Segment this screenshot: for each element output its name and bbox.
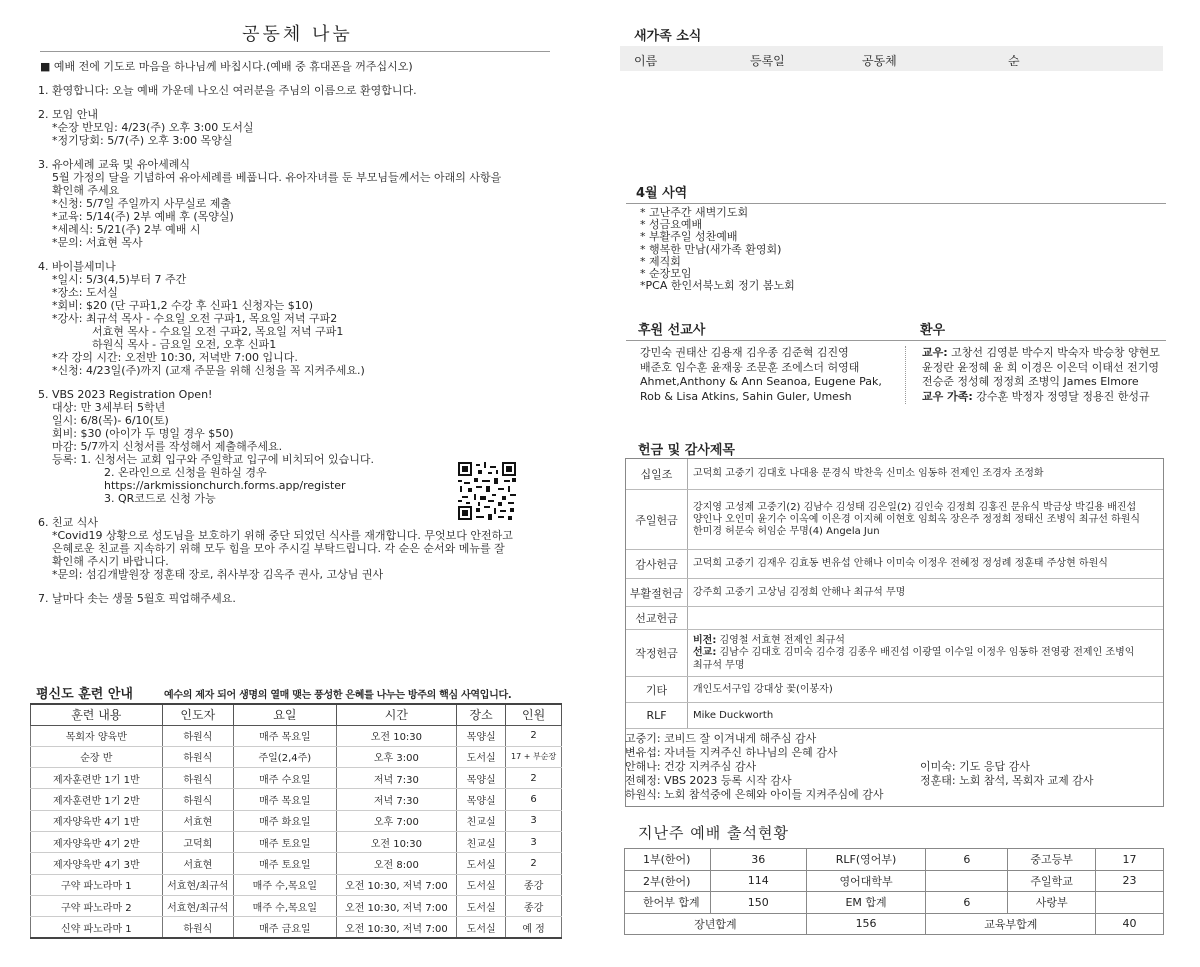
training-cell: 주일(2,4주)	[234, 746, 337, 767]
thanksgiving-notes	[625, 732, 1155, 802]
offering-row	[626, 630, 1163, 677]
announcement-line: *신청: 4/23일(주)까지 (교재 주문을 위해 신청을 꼭 지켜주세요.)	[52, 364, 365, 377]
announcement-line: 5. VBS 2023 Registration Open!	[38, 388, 213, 401]
offering-row	[626, 550, 1163, 579]
pledge-names: 김남수 김대호 김미숙 김수경 김종우 배진섭 이광열 이수일 이정우 임동하 전영광 전제인 조병익	[716, 647, 1135, 659]
announcement-line: 은혜로운 친교를 지속하기 위해 모두 힘을 모아 주시길 부탁드립니다. 각 순은 순서와 메뉴를 잘	[52, 542, 505, 555]
training-cell: 2	[506, 768, 562, 789]
offering-names	[693, 558, 1159, 570]
training-subtitle: 예수의 제자 되어 생명의 열매 맺는 풍성한 은혜를 나누는 방주의 핵심 사역입니다.	[164, 690, 512, 701]
patient-label: 교우:	[922, 346, 948, 359]
offering-label: 감사헌금	[626, 550, 688, 578]
training-cell: 오후 7:00	[336, 810, 456, 831]
april-item: * 부활주일 성찬예배	[640, 230, 738, 244]
training-cell: 저녁 7:30	[336, 768, 456, 789]
column-divider	[905, 346, 906, 404]
attendance-cell: 23	[1096, 870, 1164, 892]
patient-names: 윤정란 윤정혜 윤 희 이경은 이은덕 이태선 전기영	[922, 360, 1159, 374]
new-family-header	[620, 46, 1163, 71]
missionaries-divider	[626, 340, 1166, 341]
training-cell: 친교실	[457, 810, 506, 831]
offering-line: 고덕희 고중기 김대호 나대용 문경식 박찬욱 신미소 임동하 전제인 조경자 조정화	[693, 468, 1044, 480]
training-cell: 매주 화요일	[234, 810, 337, 831]
training-cell: 순장 반	[31, 746, 163, 767]
training-row	[31, 746, 562, 767]
title-divider	[40, 51, 550, 52]
qr-code-icon[interactable]	[458, 462, 516, 520]
announcement-line: 3. 유아세례 교육 및 유아세례식	[38, 158, 190, 171]
note-left: 변유섭: 자녀들 지켜주신 하나님의 은혜 감사	[625, 746, 838, 759]
offering-line: 강지영 고성제 고중기(2) 김남수 김성태 김은일(2) 김인숙 김정희 김홍진 문유식 박금상 박길용 배진섭	[693, 501, 1137, 513]
attendance-title: 지난주 예배 출석현황	[638, 824, 789, 842]
training-cell: 저녁 7:30	[336, 789, 456, 810]
training-cell: 제자양육반 4기 1반	[31, 810, 163, 831]
training-cell: 오전 10:30, 저녁 7:00	[336, 874, 456, 895]
offering-names	[693, 635, 1159, 672]
offering-label: 주일헌금	[626, 490, 688, 549]
announcement-line: *각 강의 시간: 오전반 10:30, 저녁반 7:00 입니다.	[52, 351, 298, 364]
training-column-header: 요일	[234, 704, 337, 725]
attendance-total-cell: 40	[1096, 913, 1164, 935]
training-row	[31, 831, 562, 852]
april-item: * 성금요예배	[640, 218, 703, 232]
header-name: 이름	[634, 54, 658, 68]
attendance-total-row	[625, 913, 1164, 935]
offering-title: 헌금 및 감사제목	[638, 443, 735, 458]
training-cell: 오전 10:30, 저녁 7:00	[336, 895, 456, 916]
attendance-cell: 중고등부	[1008, 849, 1096, 871]
thanksgiving-note	[625, 774, 1155, 788]
offering-line: Mike Duckworth	[693, 709, 774, 721]
attendance-cell: RLF(영어부)	[806, 849, 926, 871]
training-cell: 서효현/최규석	[162, 874, 233, 895]
training-cell: 오후 3:00	[336, 746, 456, 767]
offering-label: 십일조	[626, 459, 688, 489]
announcement-section	[38, 516, 565, 581]
april-item: *PCA 한인서북노회 정기 봄노회	[640, 279, 795, 293]
missionaries-list	[640, 346, 910, 404]
training-cell: 매주 금요일	[234, 917, 337, 938]
attendance-row	[625, 870, 1164, 892]
offering-line: 개인도서구입 강대상 꽃(이봉자)	[693, 683, 833, 695]
offering-label: RLF	[626, 703, 688, 728]
missionary-line: Ahmet,Anthony & Ann Seanoa, Eugene Pak,	[640, 375, 882, 388]
training-cell: 하원식	[162, 746, 233, 767]
training-cell: 하원식	[162, 917, 233, 938]
attendance-cell: 114	[710, 870, 806, 892]
offering-line	[693, 647, 1159, 659]
training-cell: 종강	[506, 874, 562, 895]
training-cell: 제자훈련반 1기 2반	[31, 789, 163, 810]
april-ministry-title: 4월 사역	[636, 186, 688, 201]
attendance-cell: 1부(한어)	[625, 849, 711, 871]
offering-row	[626, 607, 1163, 630]
note-left: 고중기: 코비드 잘 이겨내게 해주심 감사	[625, 732, 817, 745]
announcement-line: 하원식 목사 - 금요일 오전, 오후 신파1	[92, 338, 277, 351]
announcement-line: *일시: 5/3(4,5)부터 7 주간	[52, 273, 187, 286]
training-cell: 제자양육반 4기 3반	[31, 853, 163, 874]
offering-row	[626, 579, 1163, 607]
thanksgiving-note	[625, 788, 1155, 802]
training-row	[31, 917, 562, 938]
training-cell: 구약 파노라마 1	[31, 874, 163, 895]
training-cell: 목회자 양육반	[31, 725, 163, 746]
missionary-line: 강민숙 권태산 김용재 김우종 김준혁 김진영	[640, 346, 849, 359]
announcements	[38, 84, 565, 605]
announcement-line: *문의: 서효현 목사	[52, 236, 143, 249]
offering-line: 강주희 고중기 고상님 김정희 안해나 최규석 무명	[693, 586, 906, 598]
training-column-header: 훈련 내용	[31, 704, 163, 725]
left-page	[30, 0, 565, 967]
offering-names	[693, 502, 1159, 539]
training-cell: 매주 수,목요일	[234, 895, 337, 916]
patients-list	[922, 346, 1177, 404]
note-left: 안해나: 건강 지켜주심 감사	[625, 760, 757, 773]
training-column-header: 인도자	[162, 704, 233, 725]
training-cell: 구약 파노라마 2	[31, 895, 163, 916]
announcement-line: 2. 모임 안내	[38, 108, 98, 121]
offering-line: 최규석 무명	[693, 659, 745, 671]
training-cell: 고덕희	[162, 831, 233, 852]
announcement-line: 3. QR코드로 신청 가능	[104, 492, 216, 505]
training-row	[31, 810, 562, 831]
training-cell: 도서실	[457, 746, 506, 767]
training-cell: 오전 8:00	[336, 853, 456, 874]
training-row	[31, 853, 562, 874]
training-cell: 예 정	[506, 917, 562, 938]
training-cell: 도서실	[457, 874, 506, 895]
patient-line	[922, 390, 1177, 405]
announcement-line: 서효현 목사 - 수요일 오전 구파2, 목요일 저녁 구파1	[92, 325, 344, 338]
announcement-section	[38, 108, 565, 147]
note-left: 하원식: 노회 참석중에 은혜와 아이들 지켜주심에 감사	[625, 788, 884, 801]
announcement-section	[38, 592, 565, 605]
training-cell: 오전 10:30	[336, 831, 456, 852]
pledge-type: 선교:	[693, 647, 717, 659]
training-cell: 도서실	[457, 853, 506, 874]
offering-label: 선교헌금	[626, 607, 688, 629]
training-cell: 매주 목요일	[234, 789, 337, 810]
announcement-line: *정기당회: 5/7(주) 오후 3:00 목양실	[52, 134, 233, 147]
header-registered: 등록일	[750, 54, 785, 68]
announcement-line: *Covid19 상황으로 성도님을 보호하기 위해 중단 되었던 식사를 재개합니다. 무엇보다 안전하고	[52, 529, 513, 542]
announcement-line: *장소: 도서실	[52, 286, 118, 299]
attendance-total-cell: 156	[806, 913, 926, 935]
attendance-cell: 6	[926, 849, 1008, 871]
announcement-line: 4. 바이블세미나	[38, 260, 116, 273]
training-cell: 매주 토요일	[234, 831, 337, 852]
announcement-line: 확인해 주세요	[52, 184, 120, 197]
training-column-header: 인원	[506, 704, 562, 725]
attendance-cell: 150	[710, 892, 806, 914]
offering-names	[693, 468, 1159, 480]
announcement-line: 회비: $30 (아이가 두 명일 경우 $50)	[52, 427, 234, 440]
training-cell: 친교실	[457, 831, 506, 852]
announcement-section	[38, 84, 565, 97]
offering-line: 한미경 허문숙 허임순 무명(4) Angela Jun	[693, 526, 880, 538]
training-row	[31, 895, 562, 916]
announcement-line: *회비: $20 (단 구파1,2 수강 후 신파1 신청자는 $10)	[52, 299, 314, 312]
training-cell: 도서실	[457, 917, 506, 938]
offering-names	[693, 587, 1159, 599]
missionary-line: 배준호 임수훈 윤재웅 조문훈 조에스더 허영태	[640, 360, 860, 374]
training-cell: 하원식	[162, 725, 233, 746]
training-cell: 목양실	[457, 768, 506, 789]
april-item: * 순장모임	[640, 267, 692, 281]
attendance-row	[625, 849, 1164, 871]
training-cell: 종강	[506, 895, 562, 916]
patient-label: 교우 가족:	[922, 389, 973, 403]
training-column-header: 장소	[457, 704, 506, 725]
attendance-cell: 36	[710, 849, 806, 871]
attendance-cell	[926, 870, 1008, 892]
announcement-line: 마감: 5/7까지 신청서를 작성해서 제출해주세요.	[52, 440, 283, 453]
training-cell: 2	[506, 853, 562, 874]
attendance-cell: 2부(한어)	[625, 870, 711, 892]
right-page	[620, 0, 1175, 967]
offering-label: 부활절헌금	[626, 579, 688, 606]
training-cell: 서효현/최규석	[162, 895, 233, 916]
offering-row	[626, 459, 1163, 490]
training-cell: 목양실	[457, 789, 506, 810]
announcement-line: *세례식: 5/21(주) 2부 예배 시	[52, 223, 201, 236]
training-cell: 도서실	[457, 895, 506, 916]
training-cell: 신약 파노라마 1	[31, 917, 163, 938]
attendance-cell: 사랑부	[1008, 892, 1096, 914]
offering-names	[693, 710, 1159, 722]
training-cell: 17 + 부순장	[506, 746, 562, 767]
attendance-cell: 영어대학부	[806, 870, 926, 892]
announcement-line: *교육: 5/14(주) 2부 예배 후 (목양실)	[52, 210, 234, 223]
patient-line	[922, 361, 1177, 376]
announcement-line: 확인해 주시기 바랍니다.	[52, 555, 169, 568]
training-title: 평신도 훈련 안내	[36, 687, 133, 702]
patient-names: 강수훈 박정자 정영달 정용진 한성규	[972, 389, 1150, 403]
offering-line	[693, 635, 1159, 647]
attendance-table	[624, 848, 1164, 935]
header-group: 순	[1008, 54, 1020, 68]
attendance-cell	[1096, 892, 1164, 914]
training-row	[31, 768, 562, 789]
offering-row	[626, 677, 1163, 703]
announcement-line: 7. 날마다 솟는 생물 5월호 픽업해주세요.	[38, 592, 236, 605]
training-cell: 서효현	[162, 853, 233, 874]
announcement-line: 2. 온라인으로 신청을 원하실 경우	[104, 466, 267, 479]
patient-line	[922, 375, 1177, 390]
training-cell: 오전 10:30	[336, 725, 456, 746]
attendance-cell: 17	[1096, 849, 1164, 871]
training-row	[31, 874, 562, 895]
registration-link[interactable]: https://arkmissionchurch.forms.app/register	[104, 479, 346, 492]
training-cell: 제자양육반 4기 2반	[31, 831, 163, 852]
page-title: 공동체 나눔	[242, 24, 353, 45]
pledge-names: 김영철 서효현 전제인 최규석	[716, 635, 845, 647]
announcement-line: *순장 반모임: 4/23(주) 오후 3:00 도서실	[52, 121, 254, 134]
offering-label: 기타	[626, 677, 688, 702]
training-table	[30, 703, 562, 939]
training-cell: 3	[506, 810, 562, 831]
training-row	[31, 725, 562, 746]
training-cell: 제자훈련반 1기 1반	[31, 768, 163, 789]
patient-names: 전승준 정성혜 정정희 조병익 James Elmore	[922, 375, 1139, 388]
announcement-line: 5월 가정의 달을 기념하여 유아세례를 베풉니다. 유아자녀를 둔 부모님들께서는 아래의 사항을	[52, 171, 502, 184]
patient-line	[922, 346, 1177, 361]
thanksgiving-note	[625, 760, 1155, 774]
april-item: * 행복한 만남(새가족 환영회)	[640, 242, 782, 256]
training-cell: 매주 수,목요일	[234, 874, 337, 895]
thanksgiving-note	[625, 746, 1155, 760]
patient-names: 고창선 김영분 박수지 박숙자 박승창 양현모	[947, 346, 1160, 359]
training-row	[31, 789, 562, 810]
offering-row	[626, 490, 1163, 550]
note-right: 이미숙: 기도 응답 감사	[920, 760, 1030, 773]
announcement-line: *문의: 섬김개발원장 정훈태 장로, 취사부장 김옥주 권사, 고상님 권사	[52, 568, 384, 581]
training-column-header: 시간	[336, 704, 456, 725]
intro-text: ■ 예배 전에 기도로 마음을 하나님께 바칩시다.(예배 중 휴대폰을 꺼주십시오)	[40, 60, 413, 73]
april-divider	[626, 203, 1166, 204]
announcement-line: 대상: 만 3세부터 5학년	[52, 401, 166, 414]
april-item: * 제직회	[640, 254, 681, 268]
attendance-total-cell: 교육부합계	[926, 913, 1096, 935]
offering-row	[626, 703, 1163, 729]
thanksgiving-note	[625, 732, 1155, 746]
training-cell: 오전 10:30, 저녁 7:00	[336, 917, 456, 938]
training-cell: 목양실	[457, 725, 506, 746]
april-item: * 고난주간 새벽기도회	[640, 206, 749, 219]
offering-names	[693, 684, 1159, 696]
missionaries-title: 후원 선교사	[638, 323, 706, 338]
training-cell: 하원식	[162, 768, 233, 789]
attendance-cell: 6	[926, 892, 1008, 914]
april-ministry-list	[640, 207, 795, 292]
note-right: 정훈태: 노회 참석, 목회자 교제 감사	[920, 774, 1094, 787]
training-cell: 서효현	[162, 810, 233, 831]
training-cell: 6	[506, 789, 562, 810]
training-cell: 하원식	[162, 789, 233, 810]
new-family-title: 새가족 소식	[634, 29, 702, 44]
training-cell: 2	[506, 725, 562, 746]
pledge-type: 비전:	[693, 635, 717, 647]
attendance-cell: 한어부 합계	[625, 892, 711, 914]
patients-title: 환우	[920, 323, 946, 338]
header-community: 공동체	[862, 54, 897, 68]
missionary-line: Rob & Lisa Atkins, Sahin Guler, Umesh	[640, 389, 852, 403]
announcement-line: 등록: 1. 신청서는 교회 입구와 주일학교 입구에 비치되어 있습니다.	[52, 453, 374, 466]
training-cell: 매주 목요일	[234, 725, 337, 746]
announcement-line: 6. 친교 식사	[38, 516, 98, 529]
announcement-section	[38, 158, 565, 249]
attendance-row	[625, 892, 1164, 914]
offering-label: 작정헌금	[626, 630, 688, 676]
offering-line: 양인나 오인미 윤기수 이옥예 이은경 이지혜 이현호 임희옥 장은주 정정희 정태신 조병익 최규선 하원식	[693, 513, 1141, 525]
training-cell: 매주 수요일	[234, 768, 337, 789]
announcement-line: 1. 환영합니다: 오늘 예배 가운데 나오신 여러분을 주님의 이름으로 환영합니다.	[38, 84, 417, 97]
attendance-total-cell: 장년합계	[625, 913, 807, 935]
offering-line: 고덕희 고중기 김재우 김효동 변유섭 안해나 이미숙 이정우 전혜정 정성례 정훈태 주상현 하원식	[693, 558, 1108, 570]
announcement-line: *신청: 5/7일 주일까지 사무실로 제출	[52, 197, 232, 210]
announcement-line: *강사: 최규석 목사 - 수요일 오전 구파1, 목요일 저녁 구파2	[52, 312, 338, 325]
attendance-cell: EM 합계	[806, 892, 926, 914]
announcement-line: 일시: 6/8(목)- 6/10(토)	[52, 414, 169, 427]
note-left: 전혜정: VBS 2023 등록 시작 감사	[625, 774, 792, 787]
training-cell: 매주 토요일	[234, 853, 337, 874]
training-cell: 3	[506, 831, 562, 852]
announcement-section	[38, 260, 565, 377]
attendance-cell: 주일학교	[1008, 870, 1096, 892]
